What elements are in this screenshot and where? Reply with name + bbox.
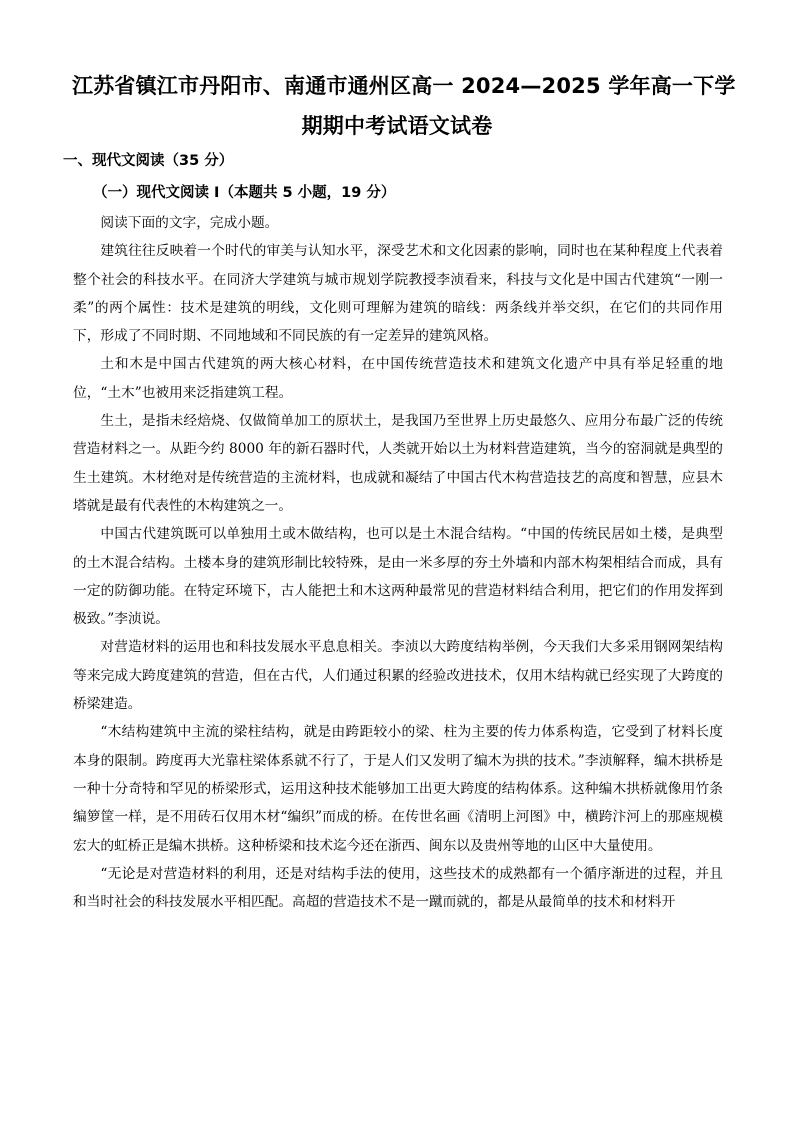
body-paragraph: 中国古代建筑既可以单独用土或木做结构，也可以是土木混合结构。“中国的传统民居如土楼，是典型的土木混合结构。土楼本身的建筑形制比较特殊，是由一米多厚的夯土外墙和内部木构架相结合而成，具有一定的防御功能。在特定环境下，古人能把土和木这两种最常见的营造材料结合利用，把它们的作用发挥到极致。”李浈说。 [73, 526, 723, 628]
reading-passage [73, 209, 723, 916]
document-title-line-2: 期期中考试语文试卷 [301, 114, 493, 138]
document-title-line-1: 江苏省镇江市丹阳市、南通市通州区高一 2024—2025 学年高一下学 [72, 74, 736, 98]
body-paragraph: 生土，是指未经焙烧、仅做简单加工的原状土，是我国乃至世界上历史最悠久、应用分布最广泛的传统营造材料之一。从距今约 8000 年的新石器时代，人类就开始以土为材料营造建筑，当今的窑洞就是典型的生土建筑。木材绝对是传统营造的主流材料，也成就和凝结了中国古代木构营造技艺的高度和智慧，应县木塔就是最有代表性的木构建筑之一。 [73, 413, 723, 514]
body-paragraph: “无论是对营造材料的利用，还是对结构手法的使用，这些技术的成熟都有一个循序渐进的过程，并且和当时社会的科技发展水平相匹配。高超的营造技术不是一蹴而就的，都是从最简单的技术和材料开 [73, 865, 723, 911]
body-paragraph: 土和木是中国古代建筑的两大核心材料，在中国传统营造技术和建筑文化遗产中具有举足轻重的地位，“土木”也被用来泛指建筑工程。 [73, 356, 723, 401]
subsection-heading: （一）现代文阅读 I（本题共 5 小题，19 分） [93, 185, 396, 201]
body-paragraph: 建筑往往反映着一个时代的审美与认知水平，深受艺术和文化因素的影响，同时也在某种程度上代表着整个社会的科技水平。在同济大学建筑与城市规划学院教授李浈看来，科技与文化是中国古代建筑“一刚一柔”的两个属性：技术是建筑的明线，文化则可理解为建筑的暗线：两条线并举交织，在它们的共同作用下，形成了不同时期、不同地域和不同民族的有一定差异的建筑风格。 [73, 243, 723, 345]
instruction-paragraph: 阅读下面的文字，完成小题。 [100, 215, 279, 231]
body-paragraph: 对营造材料的运用也和科技发展水平息息相关。李浈以大跨度结构举例，今天我们大多采用钢网架结构等来完成大跨度建筑的营造，但在古代，人们通过积累的经验改进技术，仅用木结构就已经实现了大跨度的桥梁建造。 [73, 639, 723, 713]
body-paragraph: “木结构建筑中主流的梁柱结构，就是由跨距较小的梁、柱为主要的传力体系构造，它受到了材料长度本身的限制。跨度再大光靠柱梁体系就不行了，于是人们又发明了编木为拱的技术。”李浈解释，编木拱桥是一种十分奇特和罕见的桥梁形式，运用这种技术能够加工出更大跨度的结构体系。这种编木拱桥就像用竹条编箩筐一样，是不用砖石仅用木材“编织”而成的桥。在传世名画《清明上河图》中，横跨汴河上的那座规模宏大的虹桥正是编木拱桥。这种桥梁和技术迄今还在浙西、闽东以及贵州等地的山区中大量使用。 [73, 724, 723, 854]
section-heading: 一、现代文阅读（35 分） [63, 153, 234, 169]
